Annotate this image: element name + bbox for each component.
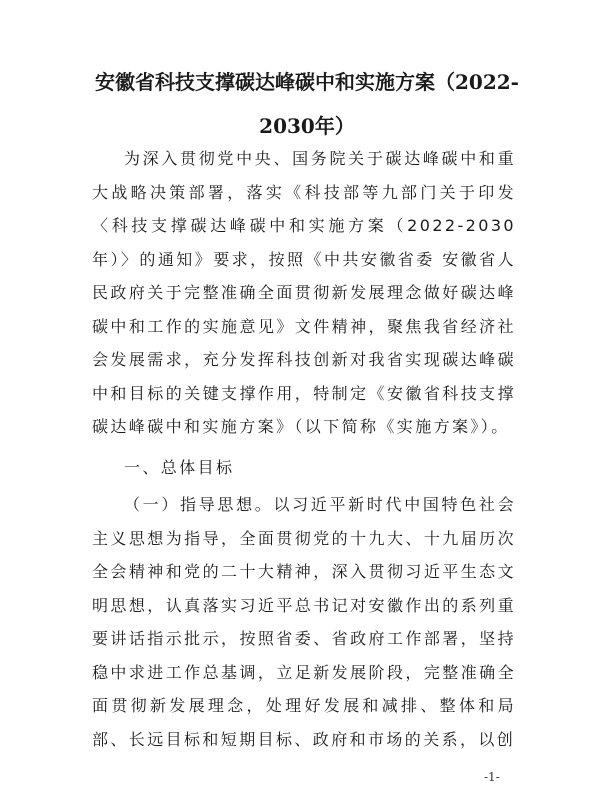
intro-paragraph: 为深入贯彻党中央、国务院关于碳达峰碳中和重大战略决策部署，落实《科技部等九部门关于印发〈科技支撑碳达峰碳中和实施方案（2022-2030 年）〉的通知》要求，按照《中共安徽省委 安徽省人民政府关于完整准确全面贯彻新发展理念做好碳达峰碳中和工作的实施意见》文件精神，聚焦我省经济社会发展需求，充分发挥科技创新对我省实现碳达峰碳中和目标的关键支撑作用，特制定《安徽省科技支撑碳达峰碳中和实施方案》（以下简称《实施方案》）。: [92, 149, 516, 436]
page-number: -1-: [484, 770, 500, 784]
section-heading-overall-goals: 一、总体目标: [124, 458, 235, 477]
document-title: 安徽省科技支撑碳达峰碳中和实施方案（2022-2030年）: [95, 70, 519, 138]
guiding-ideology-paragraph: （一）指导思想。以习近平新时代中国特色社会主义思想为指导，全面贯彻党的十九大、十九届历次全会精神和党的二十大精神，深入贯彻习近平生态文明思想，认真落实习近平总书记对安徽作出的系列重要讲话指示批示，按照省委、省政府工作部署，坚持稳中求进工作总基调，立足新发展阶段，完整准确全面贯彻新发展理念，处理好发展和减排、整体和局部、长远目标和短期目标、政府和市场的关系，以创: [92, 495, 516, 749]
